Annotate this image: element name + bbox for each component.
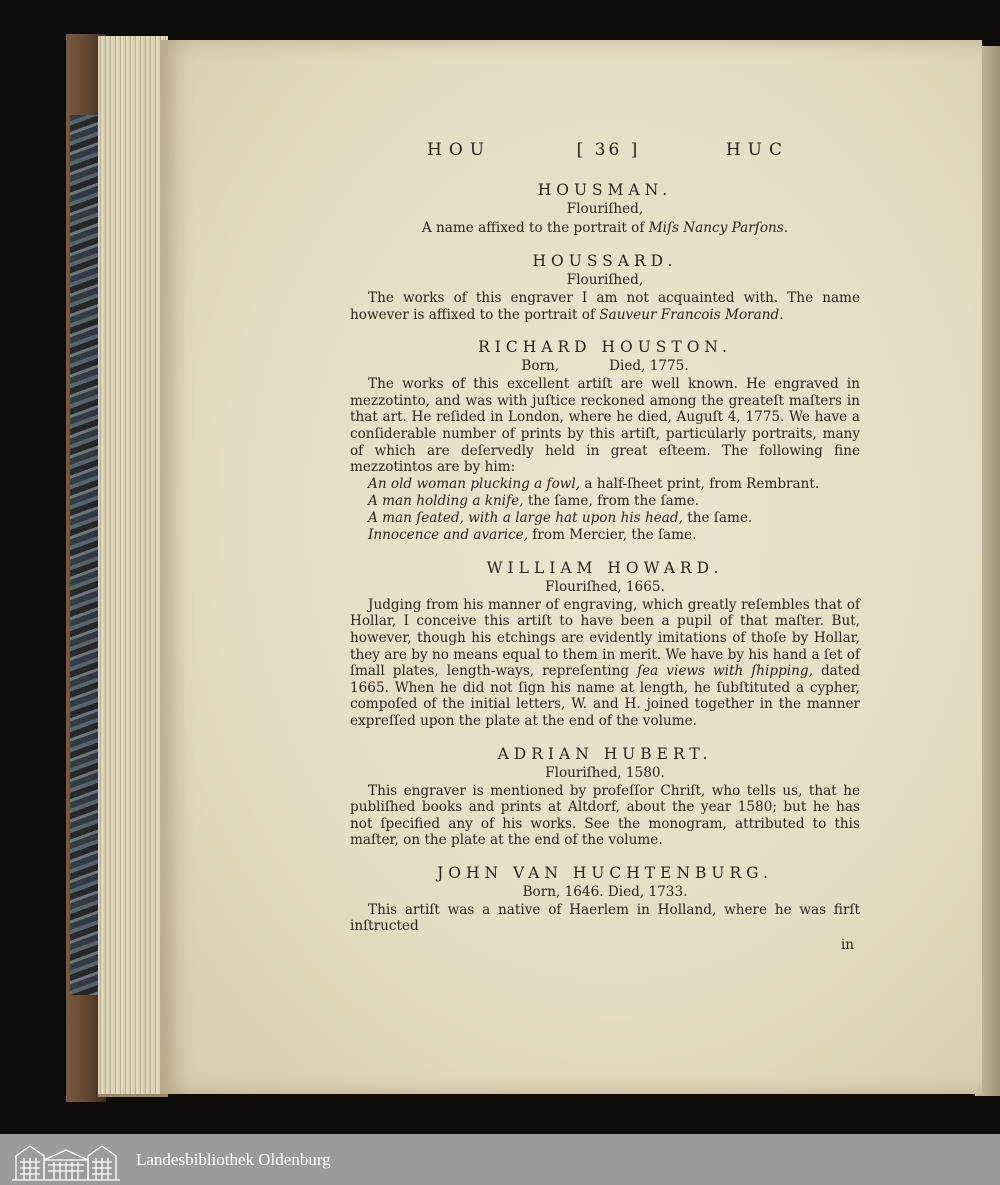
entry-text: The works of this engraver I am not acquainted with. The name however is affixed to the portrait of Sauveur Francois Morand.: [350, 290, 860, 323]
running-head-right: HUC: [725, 140, 789, 160]
entry-text: Judging from his manner of engraving, which greatly reſembles that of Hollar, I conceive this artiſt to have been a pupil of that maſter. But, however, though his etchings are evidently imitations of thoſe by Hollar, they are by no means equal to them in merit. We have by his hand a ſet of ſmall plates, length-ways, repreſenting ſea views with ſhipping, dated 1665. When he did not ſign his name at length, he ſubſtituted a cypher, compoſed of the initial letters, W. and H. joined together in the manner expreſſed upon the plate at the end of the volume.: [350, 596, 860, 729]
entry-text: This artiſt was a native of Haerlem in Holland, where he was firſt inſtructed: [350, 901, 860, 935]
entry-text: This engraver is mentioned by profeſſor Chriſt, who tells us, that he publiſhed books and prints at Altdorf, about the year 1580; but he has not ſpecified any of his works. See the monogram, attributed to this maſter, on the plate at the end of the volume.: [350, 782, 860, 849]
works-list: [368, 476, 860, 544]
footer-bar: [0, 1134, 1000, 1185]
entry-dates: Flouriſhed, 1580.: [545, 764, 665, 781]
page-stack-edge: [98, 36, 168, 1097]
list-item: A man holding a knife, the ſame, from the ſame.: [368, 492, 700, 509]
list-item: Innocence and avarice, from Mercier, the ſame.: [368, 526, 697, 543]
running-head-left: HOU: [427, 140, 492, 160]
entry-name: ADRIAN HUBERT.: [497, 744, 713, 763]
catchword: in: [840, 937, 854, 954]
entry-housman: [350, 180, 860, 237]
entry-adrian-hubert: [350, 744, 860, 849]
entry-name: HOUSSARD.: [532, 252, 678, 270]
page-number: [ 36 ]: [576, 140, 641, 160]
entry-william-howard: [350, 558, 860, 730]
entry-dates: Flouriſhed,: [566, 201, 644, 217]
library-name[interactable]: Landesbibliothek Oldenburg: [136, 1149, 331, 1169]
entry-dates: Born, Died, 1775.: [521, 358, 689, 375]
entry-richard-houston: [350, 337, 860, 544]
marbled-endpaper: [70, 115, 98, 995]
list-item: A man ſeated, with a large hat upon his head, the ſame.: [368, 509, 753, 526]
entry-name: JOHN VAN HUCHTENBURG.: [437, 863, 773, 882]
entry-name: HOUSMAN.: [537, 181, 673, 199]
list-item: An old woman plucking a fowl, a half-ſheet print, from Rembrant.: [368, 475, 820, 492]
running-head: [427, 142, 789, 172]
entry-text: A name affixed to the portrait of Miſs Nancy Parſons.: [421, 220, 789, 236]
entry-text: The works of this excellent artiſt are well known. He engraved in mezzotinto, and was with juſtice reckoned among the greateſt maſters in that art. He reſided in London, where he died, Auguſt 4, 1775. We have a conſiderable number of prints by this artiſt, particularly portraits, many of which are deſervedly held in great eſteem. The following fine mezzotintos are by him:: [350, 376, 860, 476]
entry-name: RICHARD HOUSTON.: [478, 338, 732, 357]
entry-houssard: [350, 251, 860, 323]
entry-john-van-huchtenburg: [350, 863, 860, 955]
page-text: [350, 142, 860, 955]
entry-dates: Flouriſhed,: [566, 272, 644, 288]
entry-name: WILLIAM HOWARD.: [486, 558, 724, 577]
library-building-logo: [8, 1138, 124, 1182]
entry-dates: Flouriſhed, 1665.: [545, 578, 665, 595]
entry-dates: Born, 1646. Died, 1733.: [522, 883, 688, 900]
